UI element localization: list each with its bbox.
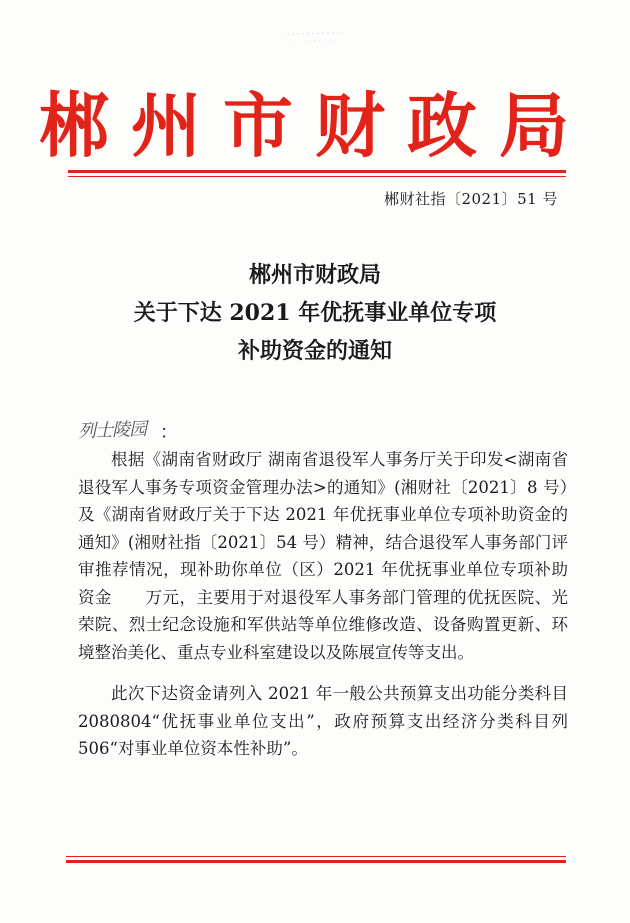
title-line-3: 补助资金的通知	[237, 338, 392, 364]
document-body	[78, 446, 568, 777]
body-paragraph-2: 此次下达资金请列入 2021 年一般公共预算支出功能分类科目 2080804“优抚事业单位支出”，政府预算支出经济分类科目列 506“对事业单位资本性补助”。	[78, 684, 568, 758]
document-number: 郴财社指〔2021〕51 号	[383, 190, 558, 208]
body-paragraph-1: 根据《湖南省财政厅 湖南省退役军人事务厅关于印发<湖南省退役军人事务专项资金管理办法>的通知》(湘财社〔2021〕8 号）及《湖南省财政厅关于下达 2021 年优抚事业单位专项补助资金的通知》(湘财社指〔2021〕54 号）精神，结合退役军人事务部门评审推荐情况，现补助你单位（区）2021 年优抚事业单位专项补助资金 万元，主要用于对退役军人事务部门管理的优抚医院、光荣院、烈士纪念设施和军供站等单位维修改造、设备购置更新、环境整治美化、重点专业科室建设以及陈展宣传等支出。	[78, 450, 568, 662]
letterhead-red-rule	[68, 170, 566, 180]
salutation-colon: ：	[160, 422, 178, 443]
title-line-2: 关于下达 2021 年优抚事业单位专项	[133, 300, 497, 326]
scan-artifact	[285, 30, 345, 44]
letterhead-title: 郴州市财政局	[39, 84, 591, 167]
footer-red-rule	[66, 856, 566, 866]
document-title	[0, 256, 630, 370]
handwritten-recipient: 列士陵园	[77, 418, 147, 443]
title-line-1: 郴州市财政局	[248, 262, 381, 288]
